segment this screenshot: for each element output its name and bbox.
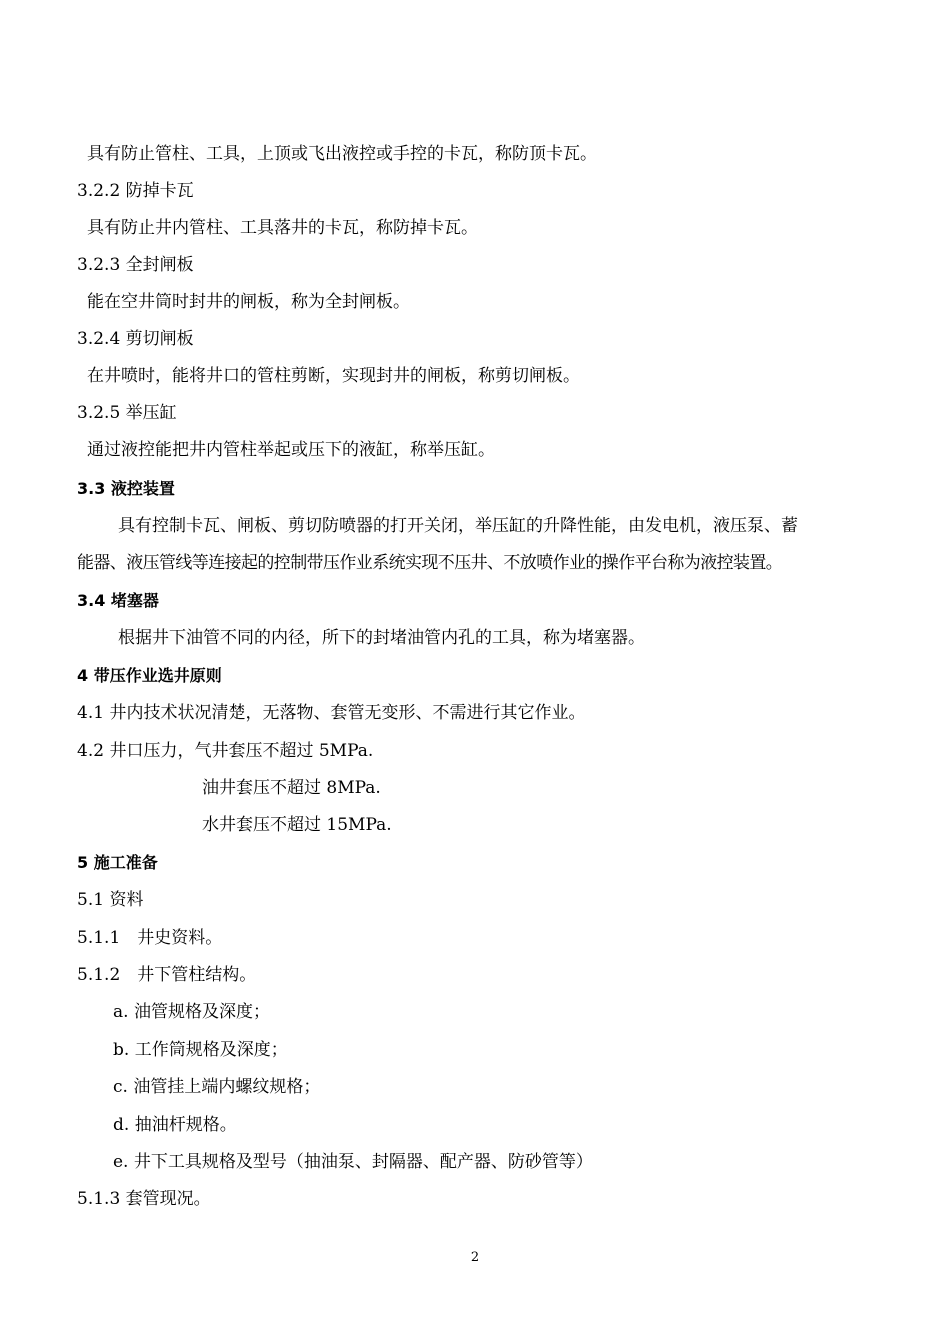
paragraph-shear-ram: 在井喷时，能将井口的管柱剪断，实现封井的闸板，称剪切闸板。	[87, 366, 580, 386]
heading-5: 5 施工准备	[77, 853, 158, 872]
item-4-2-oil-well: 油井套压不超过 8MPa.	[202, 778, 381, 798]
list-item-b: b. 工作筒规格及深度；	[113, 1040, 288, 1060]
heading-3-2-2: 3.2.2 防掉卡瓦	[77, 181, 194, 201]
list-item-c: c. 油管挂上端内螺纹规格；	[113, 1077, 321, 1097]
list-item-d: d. 抽油杆规格。	[113, 1115, 237, 1135]
heading-3-2-5: 3.2.5 举压缸	[77, 403, 177, 423]
paragraph-hydraulic-line-2: 能器、液压管线等连接起的控制带压作业系统实现不压井、不放喷作业的操作平台称为液控装置。	[77, 553, 783, 573]
item-4-2: 4.2 井口压力，气井套压不超过 5MPa.	[77, 741, 374, 761]
heading-3-4: 3.4 堵塞器	[77, 591, 159, 610]
paragraph-hydraulic-line-1: 具有控制卡瓦、闸板、剪切防喷器的打开关闭，举压缸的升降性能，由发电机，液压泵、蓄	[118, 516, 798, 536]
heading-3-3: 3.3 液控装置	[77, 479, 175, 498]
item-5-1-3: 5.1.3 套管现况。	[77, 1189, 211, 1209]
paragraph-blind-ram: 能在空井筒时封井的闸板，称为全封闸板。	[87, 292, 410, 312]
item-5-1-1: 5.1.1 井史资料。	[77, 928, 223, 948]
list-item-a: a. 油管规格及深度；	[113, 1002, 270, 1022]
item-4-1: 4.1 井内技术状况清楚，无落物、套管无变形、不需进行其它作业。	[77, 703, 586, 723]
list-item-e: e. 井下工具规格及型号（抽油泵、封隔器、配产器、防砂管等）	[113, 1152, 593, 1172]
paragraph-anti-top-slip: 具有防止管柱、工具，上顶或飞出液控或手控的卡瓦，称防顶卡瓦。	[87, 144, 597, 164]
paragraph-plug: 根据井下油管不同的内径，所下的封堵油管内孔的工具，称为堵塞器。	[118, 628, 645, 648]
heading-5-1: 5.1 资料	[77, 890, 144, 910]
heading-4: 4 带压作业选井原则	[77, 666, 222, 685]
heading-3-2-4: 3.2.4 剪切闸板	[77, 329, 194, 349]
item-4-2-water-well: 水井套压不超过 15MPa.	[202, 815, 392, 835]
heading-3-2-3: 3.2.3 全封闸板	[77, 255, 194, 275]
paragraph-lift-cylinder: 通过液控能把井内管柱举起或压下的液缸，称举压缸。	[87, 440, 495, 460]
item-5-1-2: 5.1.2 井下管柱结构。	[77, 965, 257, 985]
page-number: 2	[470, 1250, 480, 1265]
paragraph-anti-drop-slip: 具有防止井内管柱、工具落井的卡瓦，称防掉卡瓦。	[87, 218, 478, 238]
